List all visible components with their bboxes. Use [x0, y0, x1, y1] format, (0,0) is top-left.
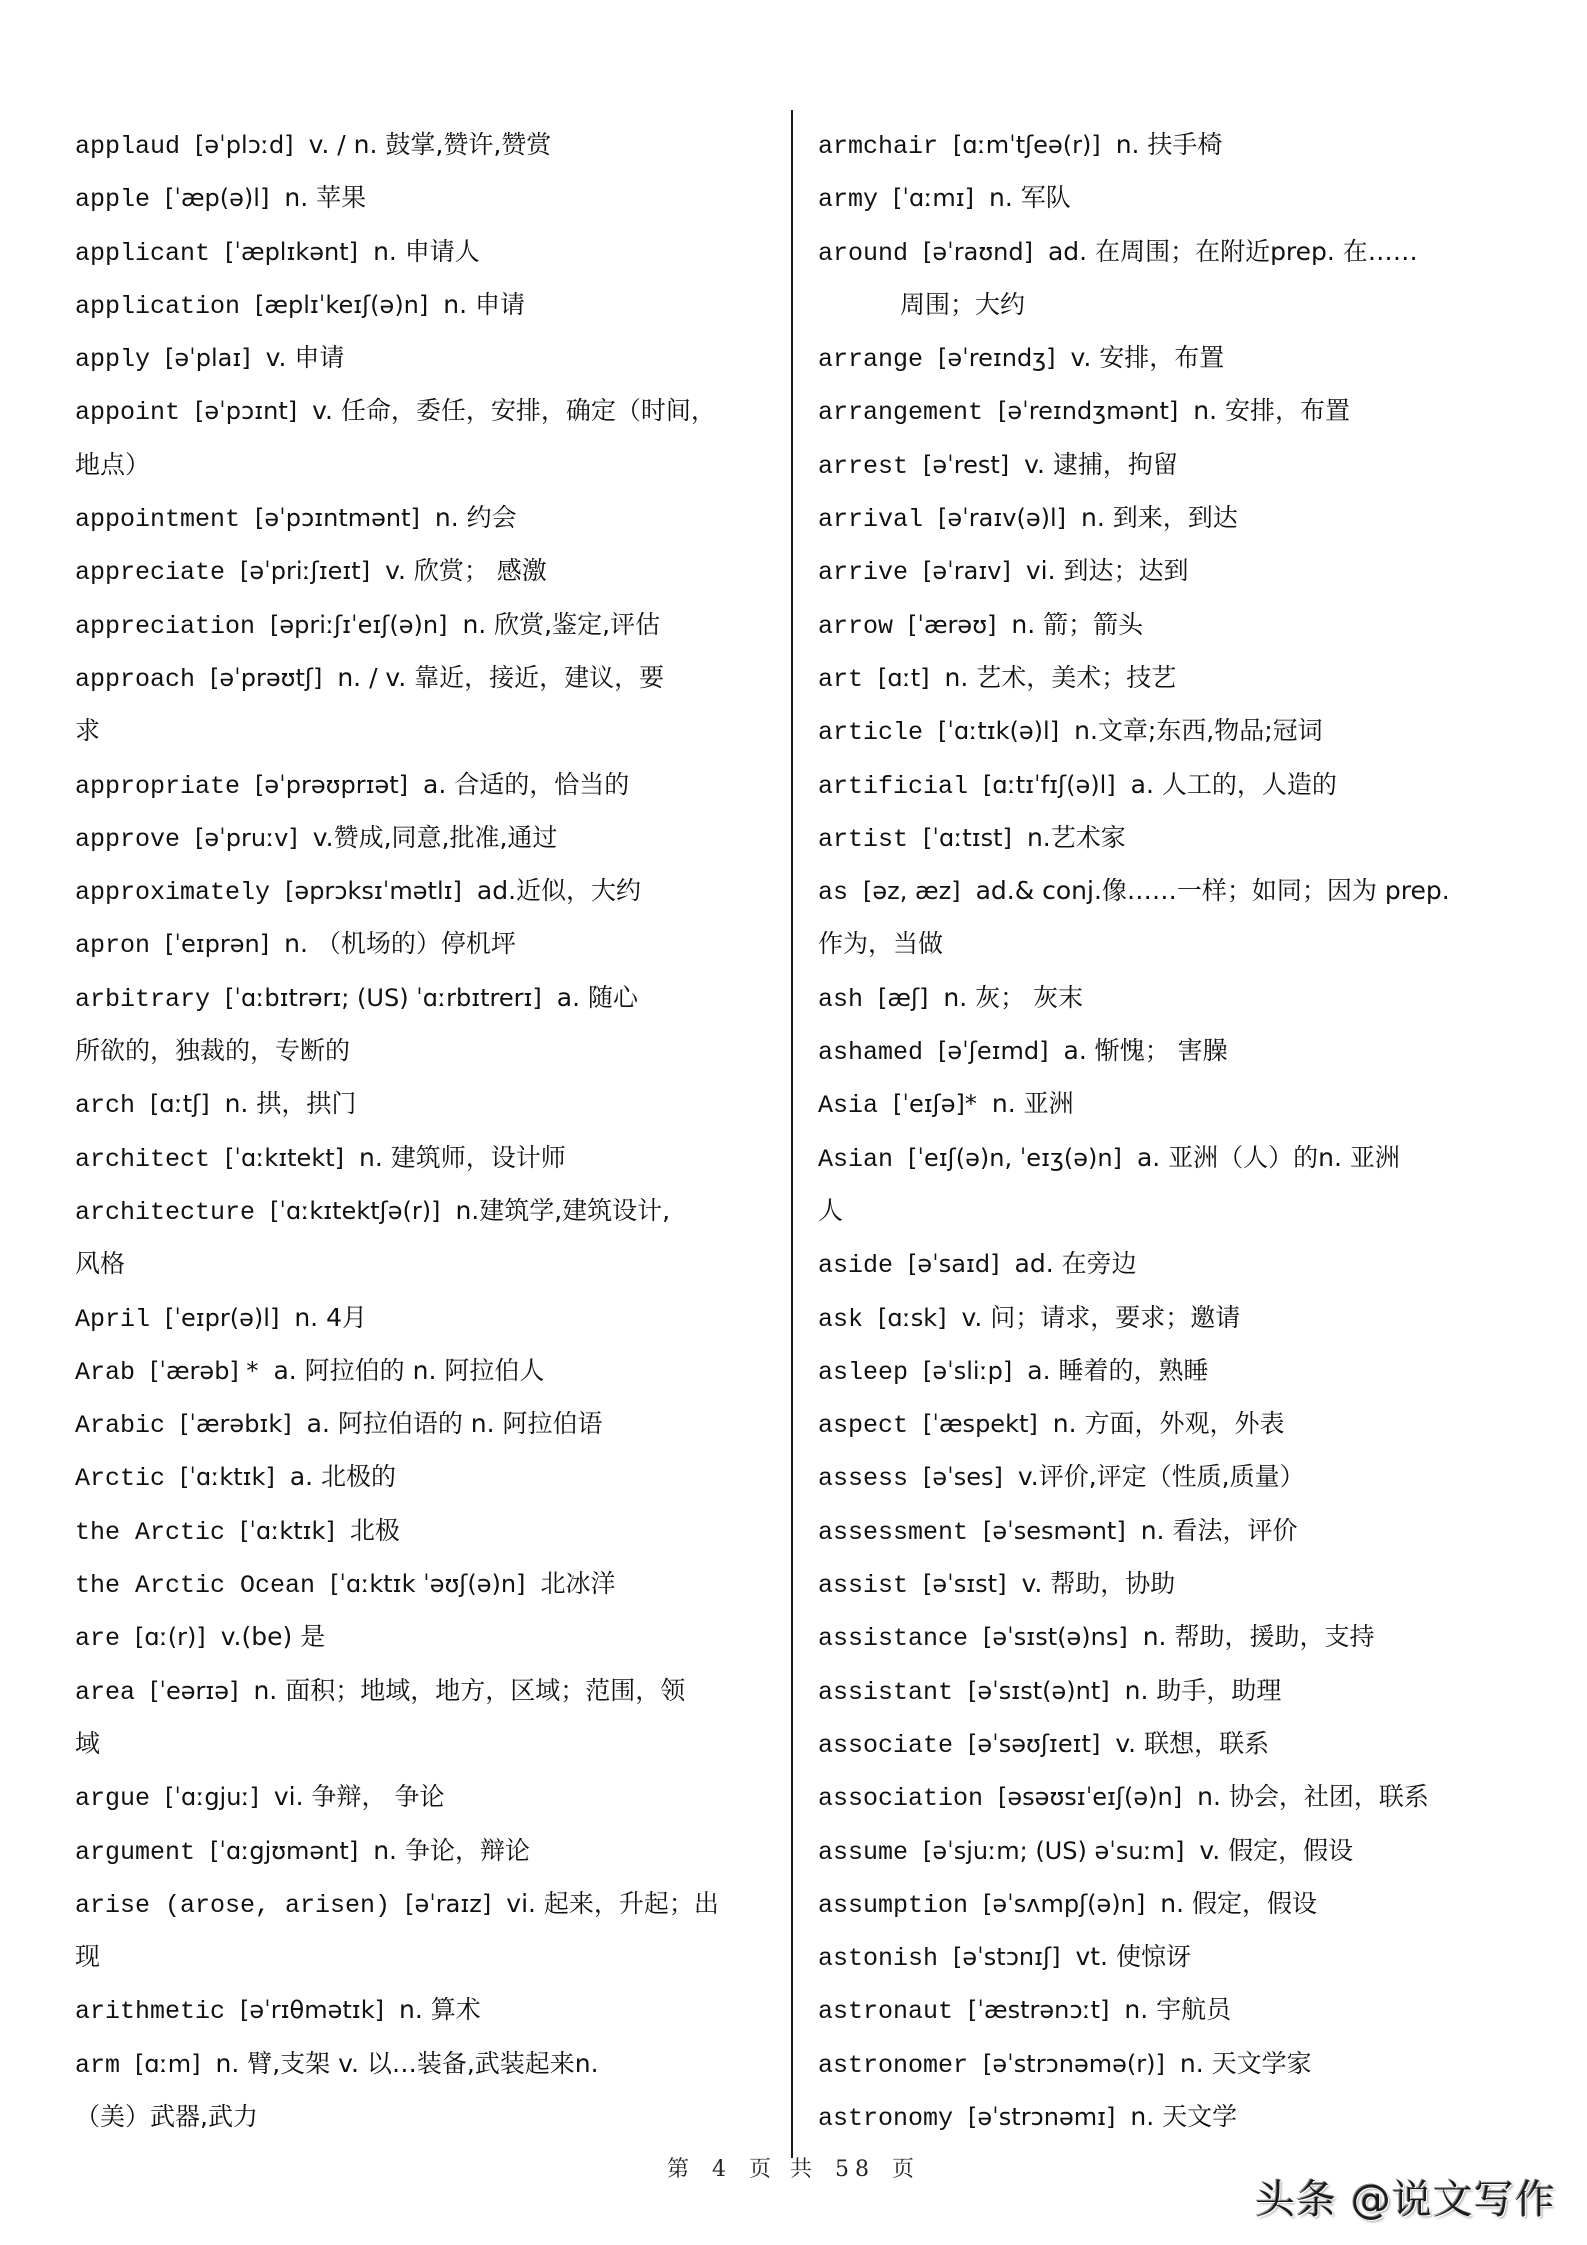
- entry-continuation: [818, 917, 1538, 970]
- entry-phonetic: [əˈstɔnɪʃ]: [953, 1943, 1061, 1972]
- entry-definition: 北极: [349, 1515, 400, 1545]
- entry-continuation: [75, 1024, 775, 1077]
- entry-word: astonish: [818, 1944, 939, 1974]
- vocab-entry: [75, 1131, 775, 1184]
- entry-word: apply: [75, 345, 151, 375]
- entry-phonetic: [ˈærəbɪk]: [180, 1410, 292, 1439]
- entry-word: assessment: [818, 1517, 969, 1547]
- entry-phonetic: [əˈpɔɪnt]: [195, 397, 298, 426]
- vocab-entry: [75, 384, 775, 437]
- entry-word: approve: [75, 824, 181, 854]
- entry-definition: v.(be) 是: [220, 1622, 326, 1652]
- entry-word: argue: [75, 1784, 151, 1814]
- entry-definition: v. 申请: [265, 343, 345, 373]
- entry-phonetic: [əˈprəʊtʃ]: [210, 663, 323, 692]
- vocab-entry: [818, 704, 1538, 757]
- entry-word: applicant: [75, 238, 211, 268]
- entry-phonetic: [əˈplaɪ]: [165, 344, 251, 373]
- entry-word: architecture: [75, 1197, 256, 1227]
- entry-definition: n. / v. 靠近，接近，建议，要: [337, 662, 665, 692]
- page-suffix: 页: [892, 2157, 921, 2182]
- page-number: 4: [712, 2157, 732, 2182]
- entry-phonetic: [əˈsɪst(ə)nt]: [968, 1676, 1110, 1705]
- entry-word: arrange: [818, 345, 924, 375]
- entry-phonetic: [ˈæstrənɔːt]: [968, 1996, 1110, 2025]
- entry-definition: n. 面积；地域，地方，区域；范围，领: [253, 1675, 686, 1705]
- entry-definition: a. 阿拉伯的 n. 阿拉伯人: [273, 1355, 545, 1385]
- entry-word: associate: [818, 1730, 954, 1760]
- entry-definition: n. 帮助，援助，支持: [1142, 1622, 1375, 1652]
- entry-word: asleep: [818, 1357, 909, 1387]
- left-column: [75, 118, 775, 2143]
- vocab-entry: [818, 2037, 1538, 2090]
- entry-phonetic: [əˈsjuːm; (US) əˈsuːm]: [923, 1836, 1185, 1865]
- entry-phonetic: [əpriːʃɪˈeɪʃ(ə)n]: [270, 610, 448, 639]
- vocab-entry: [75, 864, 775, 917]
- entry-phonetic: [əˈreɪndʒ]: [938, 344, 1056, 373]
- entry-definition: v.赞成,同意,批准,通过: [312, 822, 558, 852]
- vocab-entry: [75, 758, 775, 811]
- entry-phonetic: [əˈraɪv(ə)l]: [938, 504, 1066, 533]
- entry-definition: 作为，当做: [818, 929, 944, 959]
- entry-continuation: [75, 1930, 775, 1983]
- entry-phonetic: [ɑːt]: [878, 663, 930, 692]
- entry-phonetic: [əˈprəʊprɪət]: [255, 770, 409, 799]
- vocab-entry: [818, 225, 1538, 278]
- entry-definition: 所欲的，独裁的，专断的: [75, 1036, 351, 1066]
- entry-definition: n. 苹果: [284, 183, 367, 213]
- vocab-entry: [818, 1770, 1538, 1823]
- vocab-entry: [75, 1664, 775, 1717]
- entry-phonetic: [ˈæspekt]: [923, 1410, 1038, 1439]
- entry-phonetic: [ˈeɪpr(ə)l]: [165, 1303, 280, 1332]
- vocab-entry: [818, 758, 1538, 811]
- vocab-entry: [75, 171, 775, 224]
- entry-phonetic: [əˈreɪndʒmənt]: [998, 397, 1179, 426]
- entry-word: appreciation: [75, 611, 256, 641]
- entry-word: army: [818, 185, 879, 215]
- entry-phonetic: [əˈstrɔnəmə(r)]: [983, 2049, 1165, 2078]
- vocab-entry: [818, 811, 1538, 864]
- entry-phonetic: [əˈsesmənt]: [983, 1516, 1126, 1545]
- entry-definition: 人: [818, 1195, 844, 1225]
- entry-definition: a. 合适的，恰当的: [423, 769, 630, 799]
- vocab-entry: [818, 384, 1538, 437]
- vocab-entry: [75, 2037, 775, 2090]
- entry-word: assistant: [818, 1677, 954, 1707]
- entry-word: arrangement: [818, 398, 984, 428]
- entry-phonetic: [ɑːm]: [135, 2049, 201, 2078]
- entry-definition: 风格: [75, 1249, 126, 1279]
- vocab-entry: [818, 598, 1538, 651]
- entry-word: appropriate: [75, 771, 241, 801]
- entry-phonetic: [əsəʊsɪˈeɪʃ(ə)n]: [998, 1783, 1183, 1812]
- entry-word: arm: [75, 2050, 121, 2080]
- vocab-entry: [818, 118, 1538, 171]
- entry-definition: 域: [75, 1728, 101, 1758]
- vocab-entry: [75, 331, 775, 384]
- vocab-entry: [75, 971, 775, 1024]
- vocab-entry: [75, 651, 775, 704]
- vocab-entry: [75, 1344, 775, 1397]
- vocab-entry: [818, 1131, 1538, 1184]
- entry-phonetic: [əˈpruːv]: [195, 823, 298, 852]
- entry-definition: 北冰洋: [540, 1569, 616, 1599]
- entry-continuation: [75, 2090, 775, 2143]
- entry-definition: n. 灰； 灰末: [943, 982, 1084, 1012]
- entry-phonetic: [əˈʃeɪmd]: [938, 1037, 1049, 1066]
- entry-phonetic: [əˈraɪv]: [923, 557, 1011, 586]
- entry-phonetic: [əˈses]: [923, 1463, 1003, 1492]
- entry-definition: ad.& conj.像……一样；如同；因为 prep.: [975, 876, 1450, 906]
- entry-definition: v. / n. 鼓掌,赞许,赞赏: [308, 130, 552, 159]
- entry-continuation: [75, 1237, 775, 1290]
- vocab-entry: [75, 118, 775, 171]
- entry-word: Asia: [818, 1091, 879, 1121]
- entry-definition: n. 申请人: [373, 236, 480, 266]
- vocab-entry: [75, 225, 775, 278]
- entry-definition: v. 任命，委任，安排，确定（时间，: [312, 396, 716, 426]
- entry-word: astronomy: [818, 2103, 954, 2133]
- entry-word: Arab: [75, 1357, 136, 1387]
- entry-phonetic: [æplɪˈkeɪʃ(ə)n]: [255, 290, 429, 319]
- entry-definition: v. 假定，假设: [1199, 1835, 1354, 1865]
- entry-definition: n. 申请: [443, 289, 526, 319]
- entry-definition: vi. 到达；达到: [1025, 556, 1189, 586]
- entry-word: art: [818, 664, 864, 694]
- vocab-entry: [818, 1664, 1538, 1717]
- entry-word: arch: [75, 1091, 136, 1121]
- entry-phonetic: [əˈstrɔnəmɪ]: [968, 2102, 1116, 2131]
- entry-phonetic: [ˈɑːgjuː]: [165, 1783, 259, 1812]
- entry-phonetic: [ɑːtʃ]: [150, 1090, 210, 1119]
- vocab-entry: [818, 438, 1538, 491]
- vocab-entry: [75, 1983, 775, 2036]
- entry-definition: n. 到来，到达: [1081, 503, 1238, 533]
- entry-phonetic: [ˈeɪʃə]*: [893, 1090, 977, 1119]
- page-prefix: 第: [666, 2157, 695, 2182]
- entry-definition: a. 阿拉伯语的 n. 阿拉伯语: [306, 1409, 603, 1439]
- entry-phonetic: [əˈsəʊʃɪeɪt]: [968, 1729, 1101, 1758]
- vocab-entry: [818, 1450, 1538, 1503]
- entry-phonetic: [ˈeərɪə]: [150, 1676, 239, 1705]
- entry-word: arise (arose, arisen): [75, 1890, 391, 1920]
- entry-word: the Arctic: [75, 1517, 226, 1547]
- entry-word: ashamed: [818, 1038, 924, 1068]
- vocab-entry: [818, 1877, 1538, 1930]
- entry-definition: n. 扶手椅: [1115, 130, 1223, 159]
- entry-word: association: [818, 1784, 984, 1814]
- vocab-entry: [818, 864, 1538, 917]
- vocab-entry: [818, 1237, 1538, 1290]
- entry-phonetic: [æʃ]: [878, 983, 929, 1012]
- vocab-entry: [818, 1344, 1538, 1397]
- entry-word: arithmetic: [75, 1997, 226, 2027]
- entry-definition: a. 亚洲（人）的n. 亚洲: [1136, 1142, 1400, 1172]
- entry-definition: n. 方面，外观，外表: [1052, 1409, 1285, 1439]
- entry-continuation: [818, 278, 1538, 331]
- vocab-entry: [75, 917, 775, 970]
- vocab-entry: [75, 1610, 775, 1663]
- entry-phonetic: [əz, æz]: [863, 877, 961, 906]
- entry-definition: n. 算术: [399, 1995, 481, 2025]
- entry-definition: v. 问；请求，要求；邀请: [961, 1302, 1241, 1332]
- entry-phonetic: [ɑː(r)]: [135, 1623, 206, 1652]
- entry-word: assess: [818, 1464, 909, 1494]
- entry-word: Arctic: [75, 1464, 166, 1494]
- entry-definition: v. 帮助，协助: [1021, 1569, 1176, 1599]
- entry-phonetic: [ˈɑːktɪk ˈəʊʃ(ə)n]: [330, 1570, 526, 1599]
- entry-word: apron: [75, 931, 151, 961]
- entry-definition: n. 欣赏,鉴定,评估: [462, 609, 661, 639]
- entry-word: appointment: [75, 505, 241, 535]
- entry-definition: n. 箭；箭头: [1011, 609, 1144, 639]
- entry-definition: （美）武器,武力: [75, 2101, 258, 2131]
- entry-phonetic: [ˈɑːkɪtekt]: [225, 1143, 344, 1172]
- entry-word: around: [818, 238, 909, 268]
- entry-word: approximately: [75, 878, 271, 908]
- entry-word: astronaut: [818, 1997, 954, 2027]
- vocab-entry: [818, 331, 1538, 384]
- entry-definition: a. 睡着的，熟睡: [1027, 1355, 1209, 1385]
- entry-phonetic: [əˈpɔɪntmənt]: [255, 504, 420, 533]
- vocab-entry: [75, 1397, 775, 1450]
- entry-definition: 地点）: [75, 449, 151, 479]
- entry-phonetic: [ˈeɪprən]: [165, 930, 270, 959]
- entry-definition: 现: [75, 1942, 101, 1972]
- vocab-entry: [818, 651, 1538, 704]
- entry-phonetic: [əprɔksɪˈmətlɪ]: [285, 877, 462, 906]
- entry-phonetic: [əˈrɪθmətɪk]: [240, 1996, 384, 2025]
- entry-word: arrow: [818, 611, 894, 641]
- entry-definition: a. 北极的: [289, 1462, 397, 1492]
- entry-phonetic: [əˈsɪst]: [923, 1570, 1007, 1599]
- entry-continuation: [75, 704, 775, 757]
- right-column: [818, 118, 1538, 2143]
- vocab-entry: [75, 1077, 775, 1130]
- entry-phonetic: [ˈɑːkɪtektʃə(r)]: [270, 1196, 441, 1225]
- entry-word: argument: [75, 1837, 196, 1867]
- entry-definition: n.艺术家: [1026, 822, 1126, 852]
- watermark: 头条 @说文写作: [1255, 2177, 1556, 2223]
- entry-definition: v. 逮捕，拘留: [1024, 449, 1178, 479]
- entry-word: ash: [818, 984, 864, 1014]
- entry-word: appoint: [75, 398, 181, 428]
- entry-phonetic: [əˈraɪz]: [405, 1889, 492, 1918]
- entry-phonetic: [əˈsɪst(ə)ns]: [983, 1623, 1128, 1652]
- entry-definition: n.建筑学,建筑设计,: [455, 1195, 671, 1225]
- entry-definition: n. 拱，拱门: [224, 1089, 357, 1119]
- entry-definition: n. 假定，假设: [1160, 1888, 1317, 1918]
- entry-definition: n. 臂,支架 v. 以…装备,武装起来n.: [215, 2048, 599, 2078]
- entry-word: April: [75, 1304, 151, 1334]
- entry-phonetic: [əˈraʊnd]: [923, 237, 1033, 266]
- vocab-entry: [818, 491, 1538, 544]
- vocab-entry: [818, 1983, 1538, 2036]
- entry-continuation: [75, 1717, 775, 1770]
- entry-word: assume: [818, 1837, 909, 1867]
- entry-definition: n. 助手，助理: [1124, 1675, 1282, 1705]
- vocab-entry: [818, 1291, 1538, 1344]
- entry-phonetic: [əˈsʌmpʃ(ə)n]: [983, 1889, 1146, 1918]
- entry-definition: a. 人工的，人造的: [1130, 769, 1337, 799]
- vocab-entry: [818, 1504, 1538, 1557]
- entry-definition: a. 随心: [556, 982, 639, 1012]
- entry-phonetic: [əˈpriːʃɪeɪt]: [240, 557, 371, 586]
- entry-definition: n. 4月: [294, 1302, 367, 1332]
- entry-phonetic: [əˈsaɪd]: [908, 1250, 1000, 1279]
- vocab-entry: [818, 1557, 1538, 1610]
- entry-definition: n. （机场的）停机坪: [284, 929, 516, 959]
- vocab-entry: [75, 1877, 775, 1930]
- entry-definition: ad. 在周围；在附近prep. 在……: [1047, 236, 1418, 266]
- entry-definition: 周围；大约: [900, 289, 1026, 319]
- entry-phonetic: [ˈærəb] *: [150, 1356, 259, 1385]
- vocab-entry: [75, 1504, 775, 1557]
- entry-phonetic: [ˈærəʊ]: [908, 610, 997, 639]
- vocab-entry: [75, 598, 775, 651]
- vocab-entry: [818, 1397, 1538, 1450]
- entry-definition: ad. 在旁边: [1014, 1249, 1137, 1279]
- entry-definition: n. 天文学家: [1179, 2048, 1312, 2078]
- entry-word: astronomer: [818, 2050, 969, 2080]
- entry-definition: n.文章;东西,物品;冠词: [1074, 716, 1323, 746]
- entry-phonetic: [əˈplɔːd]: [195, 131, 294, 159]
- entry-definition: n. 宇航员: [1124, 1995, 1232, 2025]
- entry-definition: n. 艺术，美术；技艺: [944, 662, 1177, 692]
- vocab-entry: [75, 1557, 775, 1610]
- entry-definition: n. 看法，评价: [1140, 1515, 1298, 1545]
- entry-phonetic: [əˈrest]: [923, 450, 1010, 479]
- entry-definition: 求: [75, 716, 101, 746]
- entry-word: approach: [75, 664, 196, 694]
- entry-phonetic: [ɑːtɪˈfɪʃ(ə)l]: [983, 770, 1116, 799]
- vocab-entry: [818, 1610, 1538, 1663]
- entry-definition: a. 惭愧； 害臊: [1063, 1036, 1228, 1066]
- entry-definition: v. 联想，联系: [1115, 1728, 1270, 1758]
- entry-phonetic: [ˈɑːgjʊmənt]: [210, 1836, 359, 1865]
- entry-definition: vi. 争辩， 争论: [273, 1782, 445, 1812]
- entry-phonetic: [ɑːmˈtʃeə(r)]: [953, 131, 1101, 159]
- entry-phonetic: [ɑːsk]: [878, 1303, 947, 1332]
- entry-phonetic: [ˈɑːtɪst]: [923, 823, 1012, 852]
- vocab-entry: [818, 544, 1538, 597]
- entry-word: Arabic: [75, 1411, 166, 1441]
- vocab-entry: [75, 1291, 775, 1344]
- entry-definition: n. 协会，社团，联系: [1197, 1782, 1429, 1812]
- vocab-entry: [818, 1930, 1538, 1983]
- entry-definition: vt. 使惊讶: [1075, 1942, 1191, 1972]
- entry-word: artificial: [818, 771, 969, 801]
- entry-definition: v. 安排，布置: [1070, 343, 1225, 373]
- entry-word: arbitrary: [75, 984, 211, 1014]
- entry-word: assistance: [818, 1624, 969, 1654]
- entry-word: the Arctic Ocean: [75, 1571, 316, 1601]
- entry-phonetic: [ˈɑːbɪtrərɪ; (US) ˈɑːrbɪtrerɪ]: [225, 983, 542, 1012]
- vocab-entry: [818, 1717, 1538, 1770]
- entry-definition: n. 亚洲: [991, 1089, 1074, 1119]
- entry-definition: n. 安排，布置: [1193, 396, 1350, 426]
- entry-phonetic: [əˈsliːp]: [923, 1356, 1013, 1385]
- entry-continuation: [818, 1184, 1538, 1237]
- entry-word: Asian: [818, 1144, 894, 1174]
- vocab-entry: [75, 1824, 775, 1877]
- entry-word: aspect: [818, 1411, 909, 1441]
- vocab-entry: [75, 278, 775, 331]
- entry-word: article: [818, 718, 924, 748]
- vocab-entry: [75, 1184, 775, 1237]
- entry-word: application: [75, 291, 241, 321]
- entry-word: arrival: [818, 505, 924, 535]
- entry-phonetic: [ˈɑːktɪk]: [180, 1463, 275, 1492]
- entry-phonetic: [ˈɑːtɪk(ə)l]: [938, 717, 1060, 746]
- entry-word: apple: [75, 185, 151, 215]
- entry-phonetic: [ˈɑːktɪk]: [240, 1516, 335, 1545]
- entry-word: arrest: [818, 451, 909, 481]
- entry-definition: n. 军队: [989, 183, 1071, 213]
- entry-phonetic: [ˈeɪʃ(ə)n, ˈeɪʒ(ə)n]: [908, 1143, 1122, 1172]
- entry-word: assumption: [818, 1890, 969, 1920]
- total-pages: 58: [835, 2157, 875, 2182]
- vocab-entry: [75, 811, 775, 864]
- vocab-entry: [818, 971, 1538, 1024]
- entry-phonetic: [ˈæp(ə)l]: [165, 184, 270, 213]
- vocab-entry: [818, 1024, 1538, 1077]
- entry-word: armchair: [818, 132, 939, 161]
- vocab-entry: [818, 1824, 1538, 1877]
- vocab-entry: [75, 544, 775, 597]
- vocab-entry: [75, 1450, 775, 1503]
- vocab-entry: [818, 2090, 1538, 2143]
- entry-definition: v. 欣赏； 感激: [385, 556, 547, 586]
- entry-word: artist: [818, 824, 909, 854]
- vocab-entry: [818, 171, 1538, 224]
- entry-word: architect: [75, 1144, 211, 1174]
- vocab-entry: [75, 491, 775, 544]
- entry-phonetic: [ˈɑːmɪ]: [893, 184, 974, 213]
- entry-phonetic: [ˈæplɪkənt]: [225, 237, 359, 266]
- vocab-entry: [818, 1077, 1538, 1130]
- entry-continuation: [75, 438, 775, 491]
- entry-word: area: [75, 1677, 136, 1707]
- entry-definition: v.评价,评定（性质,质量）: [1017, 1462, 1305, 1492]
- entry-definition: n. 建筑师，设计师: [359, 1142, 566, 1172]
- entry-word: applaud: [75, 132, 181, 161]
- entry-definition: n. 天文学: [1130, 2101, 1238, 2131]
- entry-definition: vi. 起来，升起；出: [506, 1888, 719, 1918]
- entry-word: are: [75, 1624, 121, 1654]
- entry-word: ask: [818, 1304, 864, 1334]
- vocab-entry: [75, 1770, 775, 1823]
- page-mid: 页 共: [749, 2157, 818, 2182]
- entry-definition: ad.近似，大约: [476, 876, 642, 906]
- entry-word: aside: [818, 1251, 894, 1281]
- entry-word: as: [818, 878, 849, 908]
- entry-word: appreciate: [75, 558, 226, 588]
- entry-definition: n. 约会: [434, 503, 517, 533]
- entry-word: assist: [818, 1571, 909, 1601]
- column-divider: [791, 110, 793, 2158]
- entry-word: arrive: [818, 558, 909, 588]
- entry-definition: n. 争论，辩论: [373, 1835, 530, 1865]
